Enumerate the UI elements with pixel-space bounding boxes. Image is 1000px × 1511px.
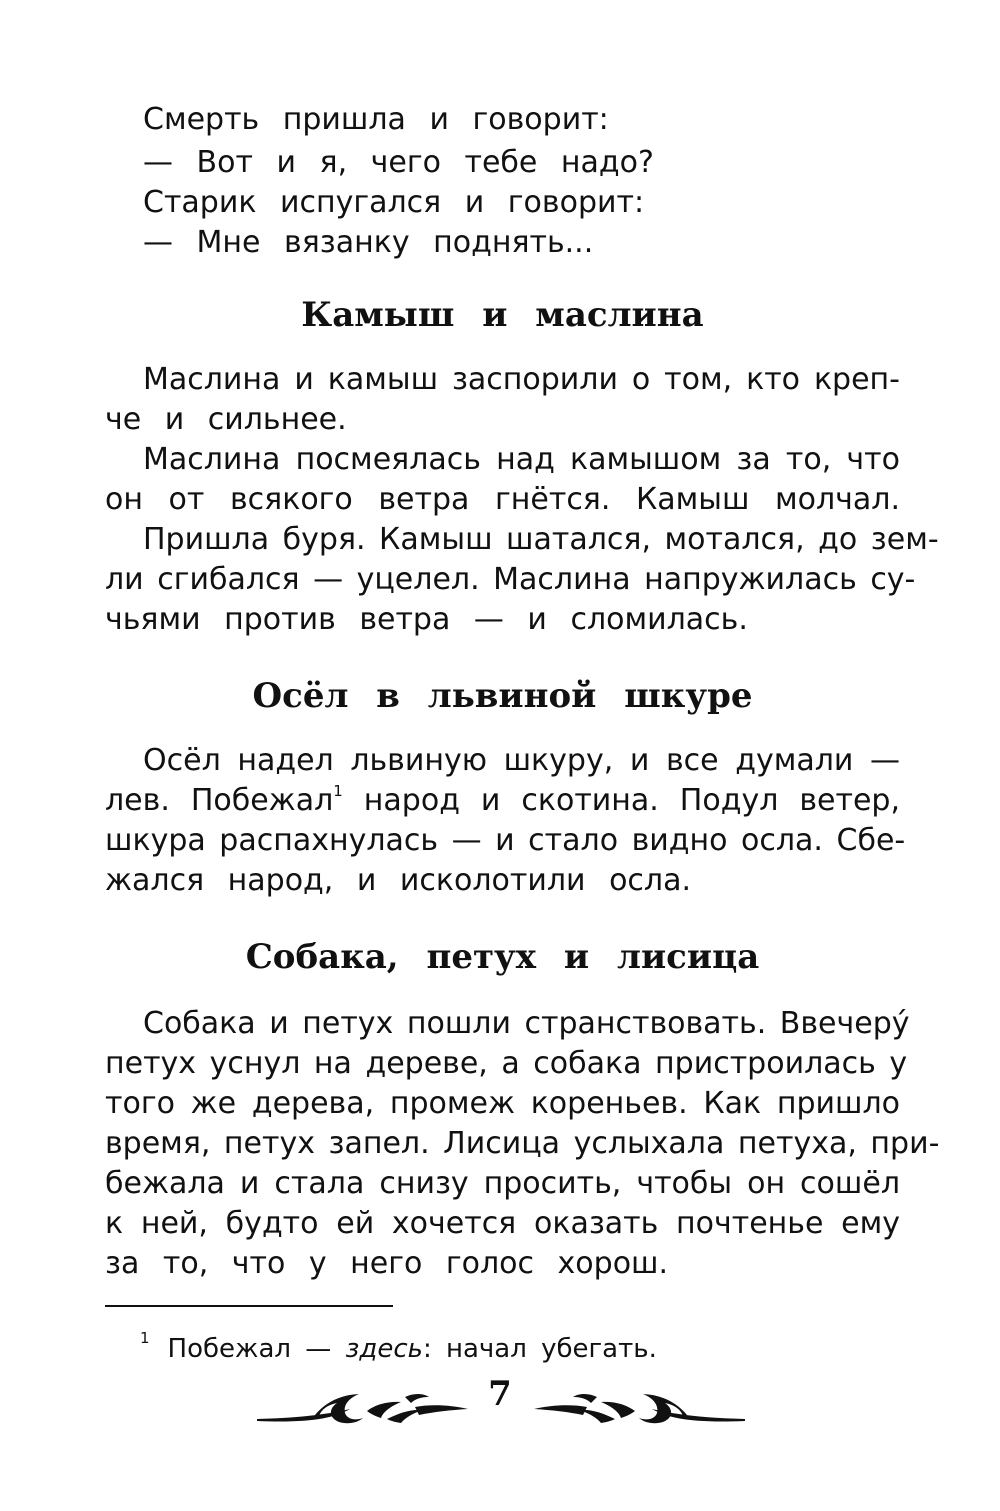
text-line: Маслина и камыш заспорили о том, кто креп- <box>143 362 900 397</box>
text-line: петух уснул на дереве, а собака пристроилась у <box>105 1046 908 1081</box>
section-title: Камыш и маслина <box>301 295 704 335</box>
footnote-mark: 1 <box>140 1329 150 1347</box>
text-line: за то, что у него голос хорош. <box>105 1246 669 1281</box>
footnote-qualifier: здесь <box>345 1334 423 1364</box>
footnote-term: Побежал — <box>167 1334 332 1364</box>
text-line: жался народ, и исколотили осла. <box>105 863 692 898</box>
text-line: чьями против ветра — и сломилась. <box>105 602 748 637</box>
text-line: бежала и стала снизу просить, чтобы он сошёл <box>105 1166 900 1201</box>
footnote <box>140 1329 657 1366</box>
footnote-definition: : начал убегать. <box>422 1334 657 1364</box>
text-fragment: народ и скотина. Подул ветер, <box>342 783 901 818</box>
text-line: шкура распахнулась — и стало видно осла. Сбе- <box>105 823 906 858</box>
text-line: Собака и петух пошли странствовать. Ввечеру́ <box>143 1006 910 1041</box>
text-line: Маслина посмеялась над камышом за то, что <box>143 442 900 477</box>
text-line: к ней, будто ей хочется оказать почтенье ему <box>105 1206 900 1241</box>
text-line: время, петух запел. Лисица услыхала петуха, при- <box>105 1126 940 1161</box>
footnote-reference: 1 <box>333 782 343 800</box>
text-line: Осёл надел львиную шкуру, и все думали — <box>143 743 900 778</box>
text-line: Смерть пришла и говорит: <box>143 102 609 137</box>
page-number: 7 <box>488 1374 512 1414</box>
text-fragment: лев. Побежал <box>105 783 334 818</box>
text-line: Старик испугался и говорит: <box>143 185 645 220</box>
section-title: Осёл в львиной шкуре <box>252 676 753 716</box>
ornament-right-icon <box>532 1385 747 1429</box>
footnote-divider <box>105 1305 393 1307</box>
text-line: — Вот и я, чего тебе надо? <box>143 145 654 180</box>
text-line: ли сгибался — уцелел. Маслина напружилась су- <box>105 562 916 597</box>
text-line <box>105 781 900 821</box>
text-line: того же дерева, промеж кореньев. Как пришло <box>105 1086 900 1121</box>
section-title: Собака, петух и лисица <box>245 937 760 977</box>
text-line: он от всякого ветра гнётся. Камыш молчал. <box>105 482 900 517</box>
text-line: Пришла буря. Камыш шатался, мотался, до зем- <box>143 522 939 557</box>
text-line: — Мне вязанку поднять... <box>143 225 594 260</box>
ornament-left-icon <box>255 1385 470 1429</box>
text-line: че и сильнее. <box>105 402 347 437</box>
